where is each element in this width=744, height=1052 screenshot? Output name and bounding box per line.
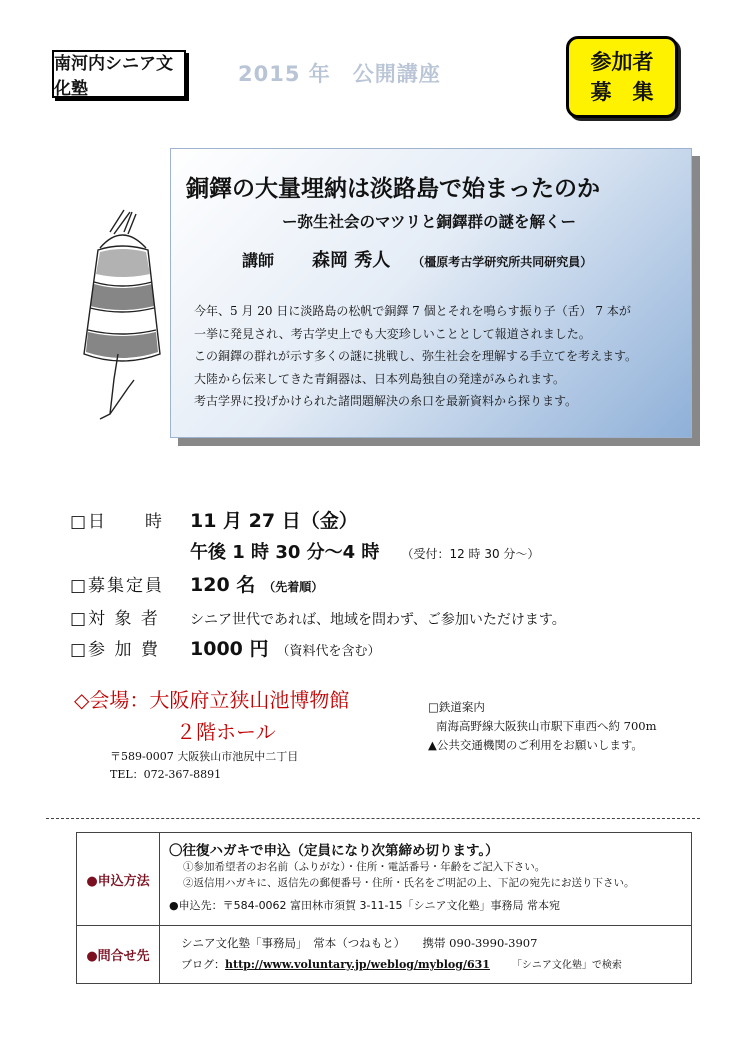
lecturer-affiliation: （橿原考古学研究所共同研究員） [412, 255, 593, 269]
venue-name: ◇会場：大阪府立狭山池博物館 [74, 688, 350, 712]
time-note: （受付：12 時 30 分～） [401, 547, 540, 561]
fee-value: 1000 円 [190, 638, 269, 660]
capacity-note: （先着順） [263, 580, 324, 594]
dotaku-bell-illustration [64, 204, 174, 434]
badge-line-2: 募 集 [590, 80, 654, 104]
access-note: ▲公共交通機関のご利用をお願いします。 [428, 738, 643, 752]
postal-address: 〒589-0007 大阪狭山市池尻中二丁目 [110, 750, 299, 763]
fee-label: □参 加 費 [70, 640, 160, 660]
target-row [70, 604, 566, 629]
cut-line [46, 818, 700, 819]
description-line: この銅鐸の群れが示す多くの謎に挑戦し、弥生社会を理解する手立てを考えます。 [194, 349, 638, 363]
venue-block [74, 684, 349, 748]
organizer-box [52, 50, 186, 98]
description-line: 今年、5 月 20 日に淡路島の松帆で銅鐸 7 個とそれを鳴らす振り子（舌） 7 本が [194, 304, 631, 318]
blog-note: 「シニア文化塾」で検索 [511, 960, 622, 971]
access-title: □鉄道案内 [428, 700, 485, 714]
venue-tel: TEL：072-367-8891 [110, 768, 222, 781]
apply-address: ●申込先：〒584-0062 富田林市須賀 3-11-15「シニア文化塾」事務局 常本宛 [169, 899, 560, 912]
lecturer-name: 森岡 秀人 [312, 250, 391, 271]
contact-office: シニア文化塾「事務局」 常本（つねもと） 携帯 090-3990-3907 [181, 936, 538, 950]
time-value: 午後 1 時 30 分～4 時 [190, 542, 380, 563]
venue-room: ２階ホール [176, 720, 276, 744]
blog-line [181, 956, 622, 972]
apply-label: ●申込方法 [77, 833, 160, 925]
capacity-label: □募集定員 [70, 576, 165, 596]
capacity-row [70, 570, 323, 597]
access-info [428, 698, 657, 755]
application-table [76, 832, 692, 984]
lecturer-line [242, 246, 592, 272]
date-label: □日 時 [70, 512, 165, 532]
description-line: 一挙に発見され、考古学史上でも大変珍しいこととして報道されました。 [194, 326, 591, 341]
apply-item-2: ②返信用ハガキに、返信先の郵便番号・住所・氏名をご明記の上、下記の宛先にお送り下さい。 [183, 877, 635, 889]
target-label: □対 象 者 [70, 609, 160, 629]
organizer-name: 南河内シニア文化塾 [54, 54, 173, 99]
contact-label: ●問合せ先 [77, 925, 160, 983]
lecturer-label: 講師 [242, 251, 275, 270]
fee-note: （資料代を含む） [276, 644, 381, 659]
blog-link[interactable]: http://www.voluntary.jp/weblog/myblog/631 [225, 958, 490, 971]
badge-line-1: 参加者 [590, 50, 654, 74]
lecture-title: 銅鐸の大量埋納は淡路島で始まったのか [186, 176, 600, 202]
capacity-value: 120 名 [190, 574, 256, 596]
recruit-badge [566, 36, 678, 118]
venue-address [110, 748, 298, 784]
apply-item-1: ①参加希望者のお名前（ふりがな）・住所・電話番号・年齢をご記入下さい。 [183, 861, 546, 873]
description-line: 考古学界に投げかけられた諸問題解決の糸口を最新資料から探ります。 [194, 394, 578, 408]
row-divider [77, 925, 691, 926]
apply-heading: 〇往復ハガキで申込（定員になり次第締め切ります。） [169, 843, 499, 859]
target-value: シニア世代であれば、地域を問わず、ご参加いただけます。 [190, 612, 566, 628]
date-value: 11 月 27 日（金） [190, 510, 358, 532]
date-row [70, 506, 358, 533]
fee-row [70, 634, 381, 661]
lecture-subtitle: ー弥生社会のマツリと銅鐸群の謎を解くー [282, 213, 577, 231]
lecture-description [194, 300, 684, 413]
time-row [190, 538, 539, 564]
description-line: 大陸から伝来してきた青銅器は、日本列島独自の発達がみられます。 [194, 371, 566, 386]
blog-label: ブログ： [181, 958, 225, 971]
access-route: 南海高野線大阪狭山市駅下車西へ約 700m [436, 719, 657, 733]
year-title: 2015 年 公開講座 [238, 62, 441, 86]
